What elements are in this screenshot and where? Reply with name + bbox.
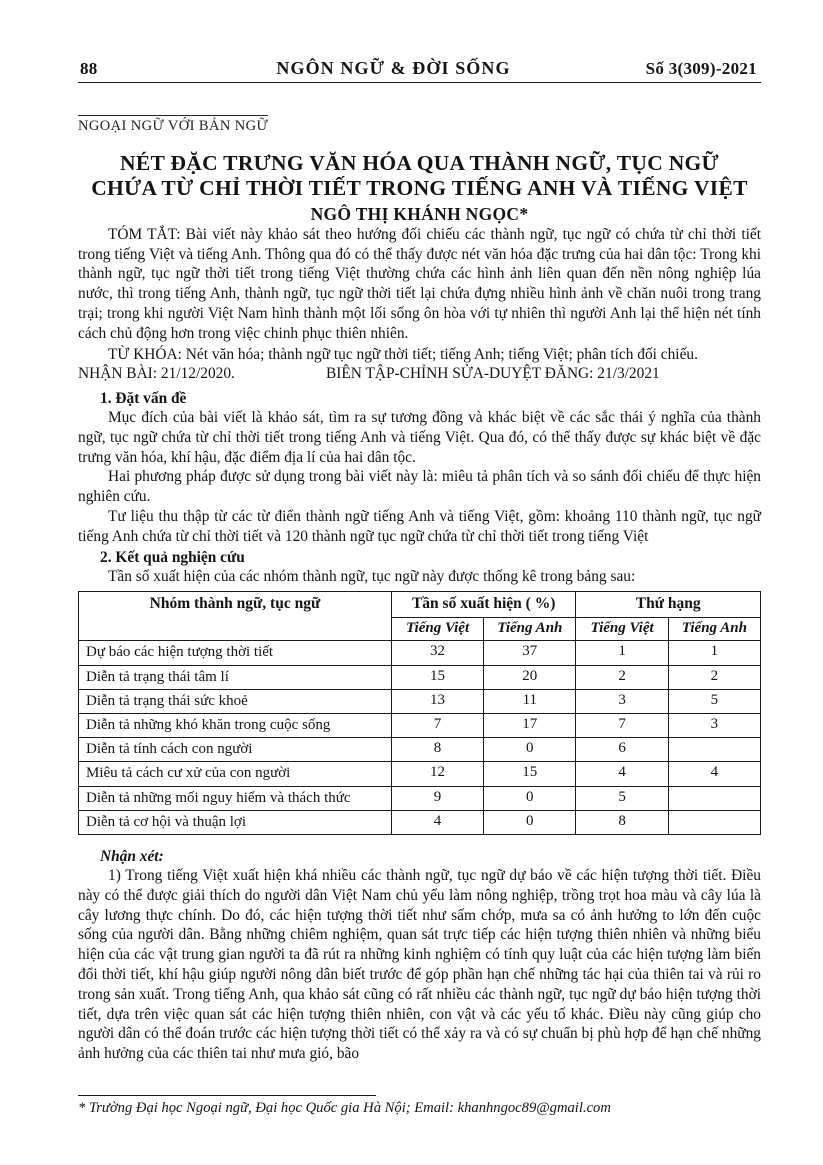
cell-group-label: Dự báo các hiện tượng thời tiết — [79, 641, 392, 665]
table-row — [79, 689, 761, 713]
article-title-line-2: CHỨA TỪ CHỈ THỜI TIẾT TRONG TIẾNG ANH VÀ TIẾNG VIỆT — [91, 176, 748, 201]
kicker-row — [78, 83, 761, 135]
cell-vi-frequency: 12 — [391, 762, 483, 786]
accepted-date: BIÊN TẬP-CHỈNH SỬA-DUYỆT ĐĂNG: 21/3/2021 — [326, 365, 660, 383]
table-row — [79, 641, 761, 665]
cell-group-label: Diễn tả trạng thái tâm lí — [79, 665, 392, 689]
cell-vi-rank: 2 — [576, 665, 668, 689]
journal-title: NGÔN NGỮ & ĐỜI SỐNG — [276, 58, 511, 78]
section-2-lead-text: Tần số xuất hiện của các nhóm thành ngữ, tục ngữ này được thống kê trong bảng sau: — [108, 567, 636, 585]
cell-en-rank: 2 — [668, 665, 760, 689]
th-sub-vi-rank: Tiếng Việt — [576, 618, 668, 641]
th-sub-en-rank: Tiếng Anh — [668, 618, 760, 641]
cell-vi-frequency: 13 — [391, 689, 483, 713]
table-row — [79, 665, 761, 689]
cell-en-rank — [668, 738, 760, 762]
cell-en-frequency: 20 — [484, 665, 576, 689]
table-head — [79, 592, 761, 641]
page-number: 88 — [80, 59, 98, 78]
section-kicker: NGOẠI NGỮ VỚI BẢN NGỮ — [78, 115, 268, 135]
cell-en-rank — [668, 786, 760, 810]
th-sub-vi-frequency: Tiếng Việt — [391, 618, 483, 641]
cell-vi-rank: 7 — [576, 714, 668, 738]
cell-vi-rank: 3 — [576, 689, 668, 713]
cell-group-label: Diễn tả tính cách con người — [79, 738, 392, 762]
table-row — [79, 714, 761, 738]
table-row — [79, 810, 761, 834]
table-row — [79, 738, 761, 762]
table-header-row-groups — [79, 592, 761, 618]
th-group-label: Nhóm thành ngữ, tục ngữ — [79, 592, 392, 641]
footnote-area — [78, 1095, 761, 1117]
received-date: NHẬN BÀI: 21/12/2020. — [78, 365, 235, 383]
article-title — [82, 151, 757, 202]
cell-en-rank: 3 — [668, 714, 760, 738]
cell-vi-rank: 6 — [576, 738, 668, 762]
keywords-paragraph: TỪ KHÓA: Nét văn hóa; thành ngữ tục ngữ thời tiết; tiếng Anh; tiếng Việt; phân tích đối chiếu. — [108, 345, 698, 363]
comments-item-1: 1) Trong tiếng Việt xuất hiện khá nhiều các thành ngữ, tục ngữ dự báo về các hiện tượng thời tiết. Điều này có thể được giải thích do người dân Việt Nam chủ yếu làm nông nghiệp, trồng trọt hoa màu và cây lúa là cây lương thực chính. Do đó, các hiện tượng thời tiết như sấm chớp, mưa sa có ảnh hưởng to lớn đến cuộc sống của người dân. Bằng những chiêm nghiệm, quan sát trực tiếp các hiện tượng thiên nhiên và những biểu hiện của các vật trung gian người ta đã rút ra những kinh nghiệm có tính quy luật của các hiện tượng làm biến đổi thời tiết, khí hậu giúp người nông dân biết trước để góp phần hạn chế những tác hại của thiên tai và rủi ro trong sản xuất. Trong tiếng Anh, qua khảo sát cũng có rất nhiều các thành ngữ, tục ngữ dự báo hiện tượng thời tiết, dựa trên việc quan sát các hiện tượng thiên nhiên, con vật và các yếu tố khác. Điều này cũng giúp cho người dân có thể đoán trước các hiện tượng thời tiết có thể xảy ra và có sự chuẩn bị phù hợp để hạn chế những ảnh hưởng của các thiên tai như mưa gió, bão — [78, 866, 761, 1063]
cell-group-label: Diễn tả những mối nguy hiểm và thách thức — [79, 786, 392, 810]
cell-group-label: Diễn tả trạng thái sức khoẻ — [79, 689, 392, 713]
cell-vi-rank: 1 — [576, 641, 668, 665]
comments-heading: Nhận xét: — [100, 847, 164, 865]
cell-vi-frequency: 32 — [391, 641, 483, 665]
cell-vi-frequency: 8 — [391, 738, 483, 762]
abstract-paragraph: TÓM TẮT: Bài viết này khảo sát theo hướng đối chiếu các thành ngữ, tục ngữ có chứa từ chỉ thời tiết trong tiếng Việt và tiếng Anh. Thông qua đó có thể thấy được nét văn hóa đặc trưng của hai dân tộc: Trong khi thành ngữ, tục ngữ thời tiết trong tiếng Việt thường chứa các hình ảnh liên quan đến nền nông nghiệp lúa nước, thì trong tiếng Anh, thành ngữ, tục ngữ thời tiết lại chứa đựng nhiều hình ảnh về chăn nuôi trong trang trại; trong khi người Việt Nam hình thành một lối sống ôn hòa với tự nhiên thì người Anh lại thể hiện nét tính cách chủ động hơn trong việc chinh phục thiên nhiên. — [78, 225, 761, 342]
heading-section-1: 1. Đặt vấn đề — [100, 390, 187, 408]
cell-en-frequency: 0 — [484, 738, 576, 762]
cell-vi-rank: 5 — [576, 786, 668, 810]
cell-group-label: Miêu tả cách cư xử của con người — [79, 762, 392, 786]
cell-en-rank: 1 — [668, 641, 760, 665]
footnote-text: * Trường Đại học Ngoại ngữ, Đại học Quốc gia Hà Nội; Email: khanhngoc89@gmail.com — [78, 1099, 611, 1116]
section-1-paragraph-3: Tư liệu thu thập từ các từ điển thành ngữ tiếng Anh và tiếng Việt, gồm: khoảng 110 thành ngữ, tục ngữ tiếng Anh chứa từ chỉ thời tiết và 120 thành ngữ tục ngữ chứa từ chỉ thời tiết trong tiếng Việt — [78, 508, 761, 545]
cell-vi-rank: 8 — [576, 810, 668, 834]
cell-vi-frequency: 9 — [391, 786, 483, 810]
article-title-line-1: NÉT ĐẶC TRƯNG VĂN HÓA QUA THÀNH NGỮ, TỤC NGỮ — [120, 151, 719, 175]
cell-en-frequency: 11 — [484, 689, 576, 713]
cell-en-frequency: 0 — [484, 810, 576, 834]
table-row — [79, 762, 761, 786]
frequency-table — [78, 591, 761, 835]
heading-section-2: 2. Kết quả nghiện cứu — [100, 548, 245, 566]
cell-vi-frequency: 7 — [391, 714, 483, 738]
th-group-frequency: Tần số xuất hiện ( %) — [391, 592, 576, 618]
cell-en-frequency: 37 — [484, 641, 576, 665]
footnote-rule — [78, 1095, 376, 1096]
table-body — [79, 641, 761, 835]
cell-en-frequency: 15 — [484, 762, 576, 786]
cell-en-rank: 5 — [668, 689, 760, 713]
th-sub-en-frequency: Tiếng Anh — [484, 618, 576, 641]
cell-vi-rank: 4 — [576, 762, 668, 786]
cell-group-label: Diễn tả cơ hội và thuận lợi — [79, 810, 392, 834]
cell-vi-frequency: 4 — [391, 810, 483, 834]
cell-en-rank — [668, 810, 760, 834]
article-author: NGÔ THỊ KHÁNH NGỌC* — [310, 203, 529, 224]
cell-group-label: Diễn tả những khó khăn trong cuộc sống — [79, 714, 392, 738]
th-group-rank: Thứ hạng — [576, 592, 761, 618]
section-1-paragraph-2: Hai phương pháp được sử dụng trong bài viết này là: miêu tả phân tích và so sánh đối chiếu để thực hiện nghiên cứu. — [78, 468, 761, 506]
table-row — [79, 786, 761, 810]
cell-en-frequency: 17 — [484, 714, 576, 738]
cell-vi-frequency: 15 — [391, 665, 483, 689]
issue-number: Số 3(309)-2021 — [645, 59, 757, 78]
running-head — [78, 58, 761, 79]
cell-en-frequency: 0 — [484, 786, 576, 810]
dates-row — [78, 364, 761, 384]
cell-en-rank: 4 — [668, 762, 760, 786]
section-1-paragraph-1: Mục đích của bài viết là khảo sát, tìm ra sự tương đồng và khác biệt về các sắc thái ý nghĩa của thành ngữ, tục ngữ chứa từ chỉ thời tiết trong tiếng Anh và tiếng Việt. Qua đó, có thể thấy được sự khác biệt về đặc trưng văn hóa, khí hậu, đặc điểm địa lí của hai dân tộc. — [78, 409, 761, 466]
